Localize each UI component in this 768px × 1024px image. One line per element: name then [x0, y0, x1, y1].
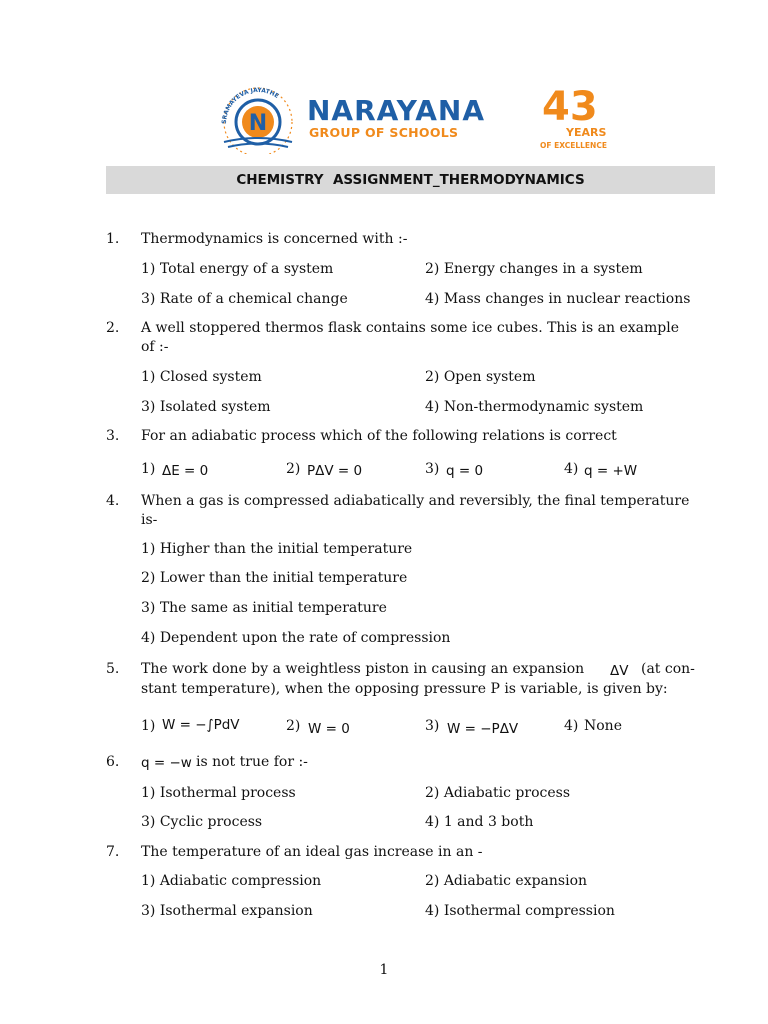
- narayana-emblem-icon: [212, 80, 302, 154]
- option: 1) Total energy of a system: [141, 261, 334, 277]
- question-text: A well stoppered thermos flask contains some ice cubes. This is an example: [141, 320, 680, 336]
- option-formula: W = 0: [308, 721, 350, 737]
- assignment-title: CHEMISTRY ASSIGNMENT_THERMODYNAMICS: [106, 166, 715, 194]
- option-formula: q = +W: [584, 463, 638, 479]
- option-label: 3): [425, 461, 440, 477]
- svg-text:43: 43: [542, 84, 598, 130]
- option-formula: W = −∫PdV: [162, 717, 240, 733]
- option-formula: ΔE = 0: [162, 463, 209, 479]
- option: 4) Dependent upon the rate of compression: [141, 630, 451, 646]
- option-label: 3): [425, 718, 440, 734]
- option-label: 2): [286, 461, 301, 477]
- option-formula: W = −PΔV: [447, 721, 519, 737]
- option: 2) Adiabatic process: [425, 785, 570, 801]
- question-text: of :-: [141, 339, 169, 355]
- option: 3) Isolated system: [141, 399, 271, 415]
- option: 2) Adiabatic expansion: [425, 873, 588, 889]
- brand-subtitle: GROUP OF SCHOOLS: [309, 125, 459, 140]
- question-formula: ΔV: [610, 663, 629, 679]
- question-text: For an adiabatic process which of the following relations is correct: [141, 428, 617, 444]
- anniversary-badge: [538, 82, 612, 152]
- option-formula: q = 0: [446, 463, 484, 479]
- question-text: Thermodynamics is concerned with :-: [141, 231, 408, 247]
- question-text: The work done by a weightless piston in causing an expansion: [141, 661, 585, 677]
- option-label: 4): [564, 461, 579, 477]
- option: 1) Closed system: [141, 369, 262, 385]
- question-text: stant temperature), when the opposing pressure P is variable, is given by:: [141, 681, 668, 697]
- option-label: 4): [564, 718, 579, 734]
- option: 1) Adiabatic compression: [141, 873, 322, 889]
- option: 3) Rate of a chemical change: [141, 291, 348, 307]
- option: 2) Open system: [425, 369, 536, 385]
- question-number: 7.: [106, 844, 120, 860]
- question-text: (at con-: [641, 661, 695, 677]
- option: 1) Higher than the initial temperature: [141, 541, 413, 557]
- question-text: is-: [141, 512, 158, 528]
- option: 3) Isothermal expansion: [141, 903, 313, 919]
- question-text: The temperature of an ideal gas increase in an -: [141, 844, 483, 860]
- question-number: 1.: [106, 231, 120, 247]
- page-number: 1: [379, 962, 389, 978]
- option: 4) Non-thermodynamic system: [425, 399, 644, 415]
- question-number: 6.: [106, 754, 120, 770]
- svg-text:N: N: [248, 111, 268, 136]
- option: None: [584, 718, 622, 734]
- question-number: 2.: [106, 320, 120, 336]
- option: 3) Cyclic process: [141, 814, 263, 830]
- option: 2) Energy changes in a system: [425, 261, 643, 277]
- svg-text:SRAMAYEVA JAYATHE: SRAMAYEVA JAYATHE: [220, 86, 280, 125]
- question-number: 5.: [106, 661, 120, 677]
- question-text: is not true for :-: [196, 754, 308, 770]
- option-formula: PΔV = 0: [307, 463, 363, 479]
- question-text: When a gas is compressed adiabatically and reversibly, the final temperature: [141, 493, 690, 509]
- option: 3) The same as initial temperature: [141, 600, 387, 616]
- brand-name: NARAYANA: [307, 94, 486, 127]
- option-label: 1): [141, 461, 156, 477]
- option: 1) Isothermal process: [141, 785, 296, 801]
- svg-text:OF EXCELLENCE: OF EXCELLENCE: [540, 141, 607, 150]
- option-label: 1): [141, 718, 156, 734]
- question-number: 3.: [106, 428, 120, 444]
- svg-text:YEARS: YEARS: [566, 126, 607, 139]
- option: 2) Lower than the initial temperature: [141, 570, 408, 586]
- option: 4) Isothermal compression: [425, 903, 615, 919]
- option: 4) 1 and 3 both: [425, 814, 534, 830]
- option: 4) Mass changes in nuclear reactions: [425, 291, 691, 307]
- question-formula: q = −w: [141, 755, 192, 771]
- question-number: 4.: [106, 493, 120, 509]
- option-label: 2): [286, 718, 301, 734]
- school-logo: [212, 80, 612, 154]
